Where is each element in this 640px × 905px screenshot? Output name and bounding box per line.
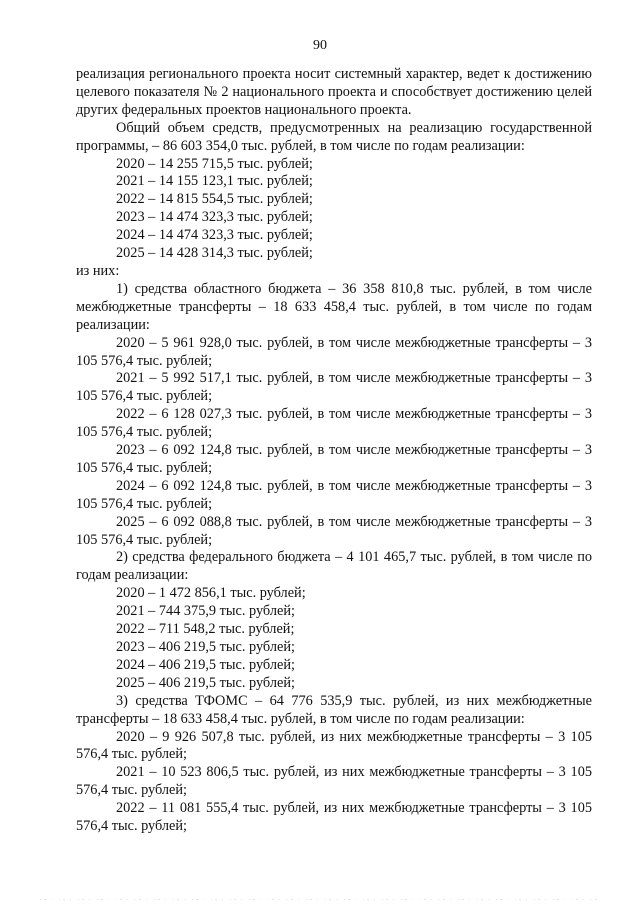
total-year-item: 2021 – 14 155 123,1 тыс. рублей; [116, 173, 313, 190]
federal-year-item: 2021 – 744 375,9 тыс. рублей; [116, 603, 295, 620]
tfoms-year-item: 2021 – 10 523 806,5 тыс. рублей, из них межбюджетные трансферты – 3 105 576,4 тыс. рублей; [76, 764, 592, 799]
paragraph-total-funding: Общий объем средств, предусмотренных на реализацию государственной программы, – 86 603 354,0 тыс. рублей, в том числе по годам реализации: [76, 119, 592, 154]
paragraph-intro: реализация регионального проекта носит системный характер, ведет к достижению целевого показателя № 2 национального проекта и способствует достижению целей других федеральных проектов национального проекта. [76, 66, 592, 118]
scan-artifact-dots [0, 898, 640, 901]
federal-year-item: 2020 – 1 472 856,1 тыс. рублей; [116, 585, 306, 602]
federal-year-item: 2024 – 406 219,5 тыс. рублей; [116, 656, 295, 673]
page-number: 90 [313, 38, 327, 53]
regional-budget-header: 1) средства областного бюджета – 36 358 810,8 тыс. рублей, в том числе межбюджетные трансферты – 18 633 458,4 тыс. рублей, в том числе по годам реализации: [76, 280, 592, 333]
regional-year-item: 2022 – 6 128 027,3 тыс. рублей, в том числе межбюджетные трансферты – 3 105 576,4 тыс. рублей; [76, 406, 592, 441]
regional-year-item: 2020 – 5 961 928,0 тыс. рублей, в том числе межбюджетные трансферты – 3 105 576,4 тыс. рублей; [76, 334, 592, 369]
iz-nih-label: из них: [76, 262, 120, 279]
regional-year-item: 2024 – 6 092 124,8 тыс. рублей, в том числе межбюджетные трансферты – 3 105 576,4 тыс. рублей; [76, 477, 592, 512]
regional-year-item: 2023 – 6 092 124,8 тыс. рублей, в том числе межбюджетные трансферты – 3 105 576,4 тыс. рублей; [76, 442, 592, 476]
regional-year-item: 2025 – 6 092 088,8 тыс. рублей, в том числе межбюджетные трансферты – 3 105 576,4 тыс. рублей; [76, 513, 592, 548]
total-year-item: 2023 – 14 474 323,3 тыс. рублей; [116, 209, 313, 226]
document-body [76, 66, 592, 836]
tfoms-year-item: 2020 – 9 926 507,8 тыс. рублей, из них межбюджетные трансферты – 3 105 576,4 тыс. рублей; [76, 728, 592, 763]
total-year-item: 2025 – 14 428 314,3 тыс. рублей; [116, 245, 313, 262]
federal-budget-header: 2) средства федерального бюджета – 4 101 465,7 тыс. рублей, в том числе по годам реализации: [76, 549, 592, 584]
total-year-item: 2024 – 14 474 323,3 тыс. рублей; [116, 227, 313, 244]
regional-year-item: 2021 – 5 992 517,1 тыс. рублей, в том числе межбюджетные трансферты – 3 105 576,4 тыс. рублей; [76, 370, 592, 405]
tfoms-header: 3) средства ТФОМС – 64 776 535,9 тыс. рублей, из них межбюджетные трансферты – 18 633 458,4 тыс. рублей, в том числе по годам реализации: [76, 692, 592, 727]
tfoms-year-item: 2022 – 11 081 555,4 тыс. рублей, из них межбюджетные трансферты – 3 105 576,4 тыс. рублей; [76, 800, 592, 835]
total-year-item: 2020 – 14 255 715,5 тыс. рублей; [116, 155, 313, 172]
federal-year-item: 2022 – 711 548,2 тыс. рублей; [116, 621, 295, 638]
federal-year-item: 2023 – 406 219,5 тыс. рублей; [116, 639, 295, 655]
total-year-item: 2022 – 14 815 554,5 тыс. рублей; [116, 191, 313, 208]
federal-year-item: 2025 – 406 219,5 тыс. рублей; [116, 674, 295, 691]
